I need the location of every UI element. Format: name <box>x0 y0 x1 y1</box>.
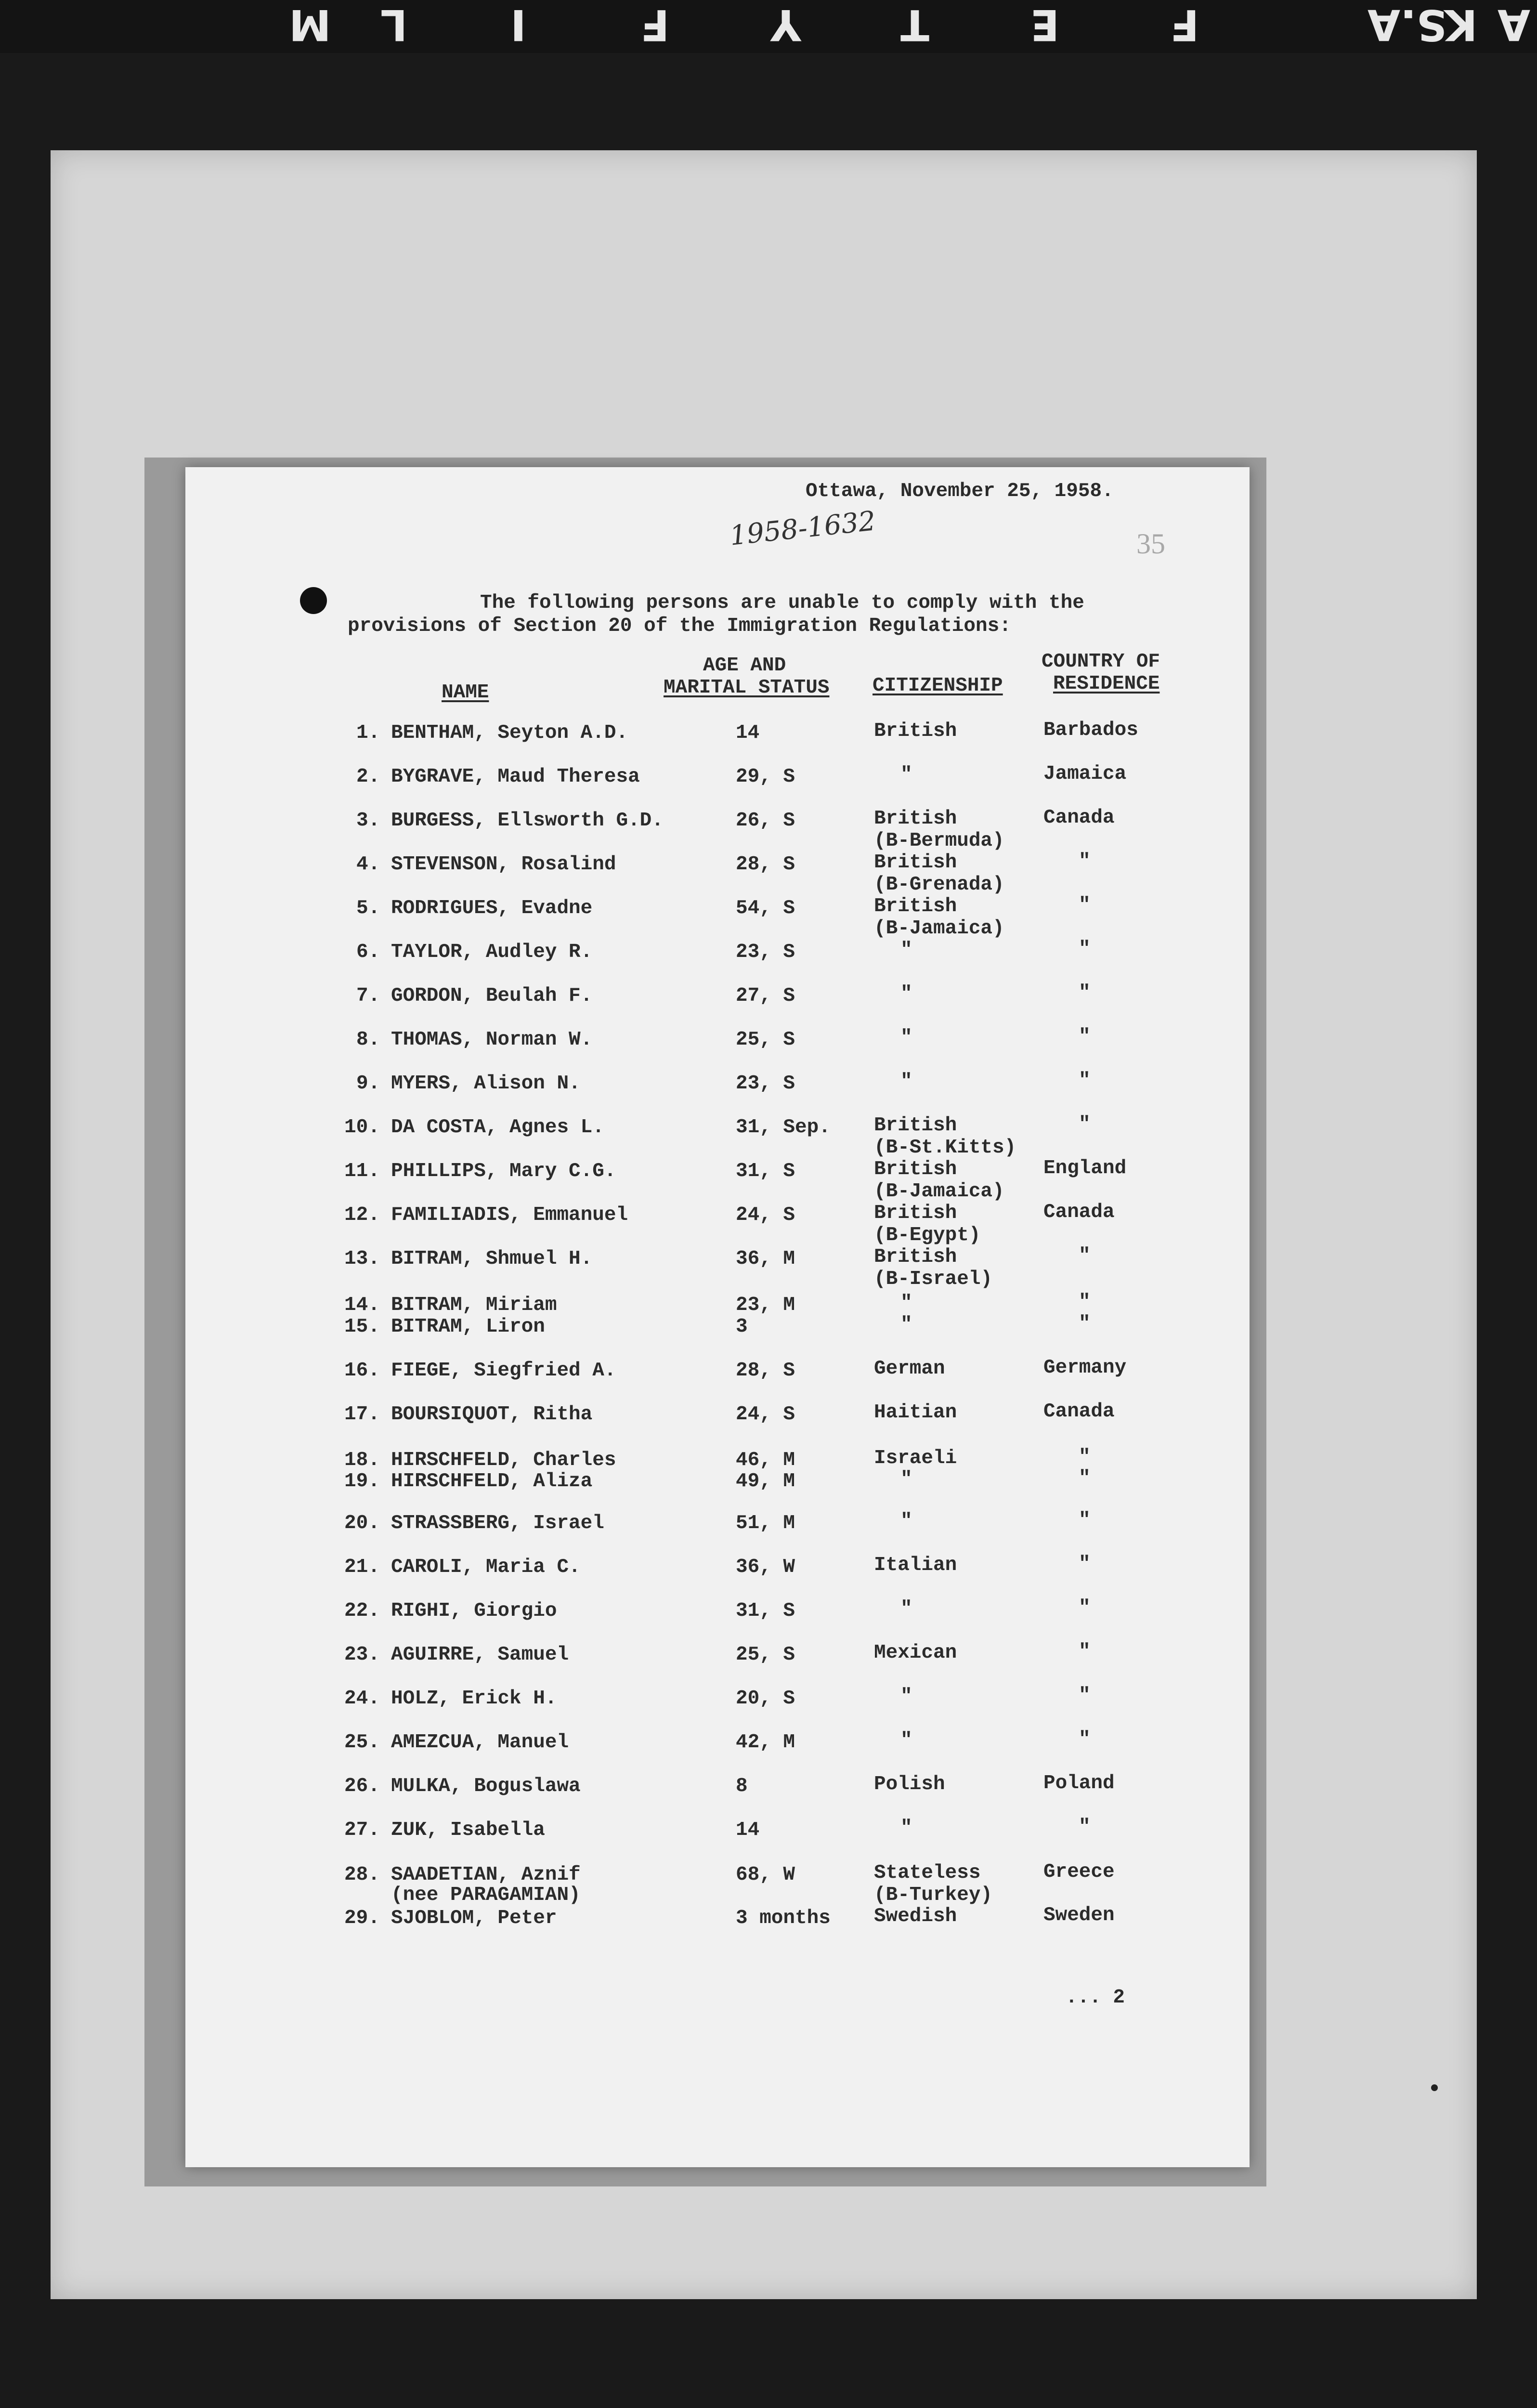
citizenship: " <box>900 939 912 961</box>
citizenship: Stateless <box>874 1862 981 1884</box>
country-of-residence: " <box>1079 1446 1091 1468</box>
person-name: MYERS, Alison N. <box>391 1073 581 1095</box>
citizenship: British <box>874 1202 957 1224</box>
country-of-residence: Canada <box>1043 1400 1115 1423</box>
citizenship: " <box>900 1468 912 1491</box>
page-number-stamp: 35 <box>1136 528 1165 560</box>
citizenship: " <box>900 764 912 786</box>
film-edge-letter: F <box>640 0 670 50</box>
person-name: BITRAM, Liron <box>391 1316 545 1338</box>
citizenship: Swedish <box>874 1905 957 1927</box>
citizenship: Israeli <box>874 1447 957 1469</box>
row-number: 23. <box>344 1644 380 1666</box>
row-number: 7. <box>356 985 380 1007</box>
row-number: 4. <box>356 853 380 876</box>
row-number: 10. <box>344 1116 380 1139</box>
age-marital-status: 36, M <box>736 1248 795 1270</box>
country-of-residence: " <box>1079 1641 1091 1663</box>
row-number: 8. <box>356 1029 380 1051</box>
country-of-residence: Sweden <box>1043 1904 1115 1926</box>
citizenship-birthplace: (B-Jamaica) <box>874 1180 1004 1203</box>
header-country-line1: COUNTRY OF <box>1042 651 1160 673</box>
country-of-residence: " <box>1079 1113 1091 1136</box>
row-number: 19. <box>344 1470 380 1492</box>
age-marital-status: 28, S <box>736 1360 795 1382</box>
country-of-residence: " <box>1079 1313 1091 1335</box>
age-marital-status: 49, M <box>736 1470 795 1492</box>
country-of-residence: England <box>1043 1157 1127 1179</box>
citizenship: British <box>874 808 957 830</box>
intro-line-2: provisions of Section 20 of the Immigration Regulations: <box>348 615 1011 637</box>
person-name: CAROLI, Maria C. <box>391 1556 581 1578</box>
country-of-residence: " <box>1079 1509 1091 1531</box>
person-name: HIRSCHFELD, Aliza <box>391 1470 593 1492</box>
age-marital-status: 29, S <box>736 766 795 788</box>
citizenship: German <box>874 1358 945 1380</box>
film-edge-letter: S.A <box>1368 0 1447 50</box>
country-of-residence: Canada <box>1043 807 1115 829</box>
country-of-residence: " <box>1079 1026 1091 1048</box>
continuation-marker: ... 2 <box>1066 1987 1125 2009</box>
citizenship-birthplace: (B-St.Kitts) <box>874 1137 1016 1159</box>
age-marital-status: 25, S <box>736 1644 795 1666</box>
row-number: 5. <box>356 897 380 919</box>
age-marital-status: 31, Sep. <box>736 1116 831 1139</box>
citizenship: " <box>900 1686 912 1708</box>
age-marital-status: 23, S <box>736 1073 795 1095</box>
row-number: 16. <box>344 1360 380 1382</box>
row-number: 13. <box>344 1248 380 1270</box>
row-number: 20. <box>344 1512 380 1534</box>
header-name: NAME <box>442 681 489 704</box>
header-age-line1: AGE AND <box>703 654 786 677</box>
age-marital-status: 36, W <box>736 1556 795 1578</box>
person-name: BITRAM, Shmuel H. <box>391 1248 593 1270</box>
citizenship-birthplace: (B-Turkey) <box>874 1884 993 1906</box>
citizenship: British <box>874 1114 957 1137</box>
person-name: ZUK, Isabella <box>391 1819 545 1841</box>
person-name: RODRIGUES, Evadne <box>391 897 593 919</box>
age-marital-status: 54, S <box>736 897 795 919</box>
row-number: 6. <box>356 941 380 963</box>
speck <box>1431 2084 1438 2091</box>
person-name: AGUIRRE, Samuel <box>391 1644 569 1666</box>
row-number: 22. <box>344 1600 380 1622</box>
row-number: 28. <box>344 1864 380 1886</box>
row-number: 14. <box>344 1294 380 1316</box>
person-name: SJOBLOM, Peter <box>391 1907 557 1929</box>
country-of-residence: " <box>1079 982 1091 1004</box>
citizenship: British <box>874 1158 957 1180</box>
row-number: 1. <box>356 722 380 744</box>
person-name: TAYLOR, Audley R. <box>391 941 593 963</box>
document-date: Ottawa, November 25, 1958. <box>806 480 1114 502</box>
person-name: STEVENSON, Rosalind <box>391 853 616 876</box>
person-name: BURGESS, Ellsworth G.D. <box>391 810 664 832</box>
age-marital-status: 28, S <box>736 853 795 876</box>
country-of-residence: " <box>1079 1245 1091 1267</box>
age-marital-status: 14 <box>736 722 760 744</box>
header-citizenship: CITIZENSHIP <box>873 675 1003 697</box>
row-number: 25. <box>344 1731 380 1754</box>
citizenship: " <box>900 1314 912 1336</box>
person-name: DA COSTA, Agnes L. <box>391 1116 604 1139</box>
citizenship-birthplace: (B-Grenada) <box>874 874 1004 896</box>
age-marital-status: 23, M <box>736 1294 795 1316</box>
row-number: 2. <box>356 766 380 788</box>
age-marital-status: 20, S <box>736 1688 795 1710</box>
country-of-residence: " <box>1079 938 1091 960</box>
country-of-residence: " <box>1079 1685 1091 1707</box>
age-marital-status: 31, S <box>736 1160 795 1182</box>
film-edge-letter: Y <box>770 0 801 50</box>
country-of-residence: " <box>1079 1597 1091 1619</box>
citizenship-birthplace: (B-Egypt) <box>874 1224 981 1246</box>
country-of-residence: " <box>1079 851 1091 873</box>
age-marital-status: 27, S <box>736 985 795 1007</box>
row-number: 18. <box>344 1449 380 1471</box>
citizenship: " <box>900 1027 912 1049</box>
country-of-residence: " <box>1079 1553 1091 1575</box>
person-name: MULKA, Boguslawa <box>391 1775 581 1797</box>
row-number: 27. <box>344 1819 380 1841</box>
person-name: GORDON, Beulah F. <box>391 985 593 1007</box>
film-edge-letter: F <box>1170 0 1199 50</box>
row-number: 24. <box>344 1688 380 1710</box>
age-marital-status: 3 <box>736 1316 748 1338</box>
row-number: 11. <box>344 1160 380 1182</box>
age-marital-status: 42, M <box>736 1731 795 1754</box>
film-edge-letter: E <box>1030 0 1060 50</box>
citizenship: Mexican <box>874 1642 957 1664</box>
row-number: 3. <box>356 810 380 832</box>
citizenship: " <box>900 1598 912 1620</box>
person-name: THOMAS, Norman W. <box>391 1029 593 1051</box>
person-name: AMEZCUA, Manuel <box>391 1731 569 1754</box>
country-of-residence: " <box>1079 1467 1091 1490</box>
person-name: RIGHI, Giorgio <box>391 1600 557 1622</box>
citizenship: " <box>900 1071 912 1093</box>
person-name: BYGRAVE, Maud Theresa <box>391 766 640 788</box>
citizenship: Italian <box>874 1554 957 1576</box>
age-marital-status: 8 <box>736 1775 748 1797</box>
header-age-line2: MARITAL STATUS <box>664 677 830 699</box>
age-marital-status: 51, M <box>736 1512 795 1534</box>
citizenship: British <box>874 720 957 742</box>
row-number: 12. <box>344 1204 380 1226</box>
citizenship: " <box>900 1817 912 1839</box>
person-name: FAMILIADIS, Emmanuel <box>391 1204 628 1226</box>
film-edge-letter: A <box>1498 0 1531 50</box>
citizenship: British <box>874 851 957 874</box>
film-edge-strip <box>0 0 1537 53</box>
person-name: PHILLIPS, Mary C.G. <box>391 1160 616 1182</box>
row-number: 17. <box>344 1403 380 1426</box>
age-marital-status: 25, S <box>736 1029 795 1051</box>
country-of-residence: " <box>1079 1070 1091 1092</box>
country-of-residence: Germany <box>1043 1357 1127 1379</box>
citizenship: Polish <box>874 1773 945 1795</box>
person-name: BENTHAM, Seyton A.D. <box>391 722 628 744</box>
citizenship-birthplace: (B-Jamaica) <box>874 917 1004 940</box>
person-name: HIRSCHFELD, Charles <box>391 1449 616 1471</box>
film-edge-letter: M <box>289 0 331 50</box>
age-marital-status: 46, M <box>736 1449 795 1471</box>
country-of-residence: Barbados <box>1043 719 1138 741</box>
country-of-residence: Jamaica <box>1043 763 1127 785</box>
person-name: SAADETIAN, Aznif <box>391 1864 581 1886</box>
country-of-residence: " <box>1079 1291 1091 1313</box>
age-marital-status: 31, S <box>736 1600 795 1622</box>
film-edge-letter: K <box>1445 0 1478 50</box>
person-name: FIEGE, Siegfried A. <box>391 1360 616 1382</box>
row-number: 21. <box>344 1556 380 1578</box>
row-number: 29. <box>344 1907 380 1929</box>
header-country-line2: RESIDENCE <box>1053 673 1160 695</box>
person-name: BOURSIQUOT, Ritha <box>391 1403 593 1426</box>
citizenship: British <box>874 1246 957 1268</box>
country-of-residence: " <box>1079 1728 1091 1751</box>
country-of-residence: Poland <box>1043 1772 1115 1794</box>
citizenship-birthplace: (B-Bermuda) <box>874 830 1004 852</box>
person-name: STRASSBERG, Israel <box>391 1512 604 1534</box>
citizenship: " <box>900 1510 912 1532</box>
citizenship: " <box>900 983 912 1005</box>
citizenship: " <box>900 1292 912 1314</box>
citizenship: British <box>874 895 957 917</box>
film-edge-letter: I <box>510 0 526 50</box>
country-of-residence: " <box>1079 1816 1091 1838</box>
film-edge-letter: L <box>380 0 408 50</box>
age-marital-status: 68, W <box>736 1864 795 1886</box>
age-marital-status: 26, S <box>736 810 795 832</box>
age-marital-status: 3 months <box>736 1907 831 1929</box>
country-of-residence: Canada <box>1043 1201 1115 1223</box>
country-of-residence: " <box>1079 894 1091 916</box>
film-edge-letter: T <box>900 0 930 50</box>
age-marital-status: 24, S <box>736 1403 795 1426</box>
age-marital-status: 23, S <box>736 941 795 963</box>
person-maiden-name: (nee PARAGAMIAN) <box>391 1884 581 1906</box>
citizenship: " <box>900 1729 912 1752</box>
handwritten-file-number: 1958-1632 <box>728 505 877 552</box>
punch-hole <box>300 587 327 614</box>
row-number: 9. <box>356 1073 380 1095</box>
age-marital-status: 14 <box>736 1819 760 1841</box>
citizenship: Haitian <box>874 1401 957 1424</box>
row-number: 26. <box>344 1775 380 1797</box>
intro-line-1: The following persons are unable to comply with the <box>480 592 1084 614</box>
citizenship-birthplace: (B-Israel) <box>874 1268 993 1290</box>
age-marital-status: 24, S <box>736 1204 795 1226</box>
country-of-residence: Greece <box>1043 1861 1115 1883</box>
person-name: HOLZ, Erick H. <box>391 1688 557 1710</box>
person-name: BITRAM, Miriam <box>391 1294 557 1316</box>
row-number: 15. <box>344 1316 380 1338</box>
